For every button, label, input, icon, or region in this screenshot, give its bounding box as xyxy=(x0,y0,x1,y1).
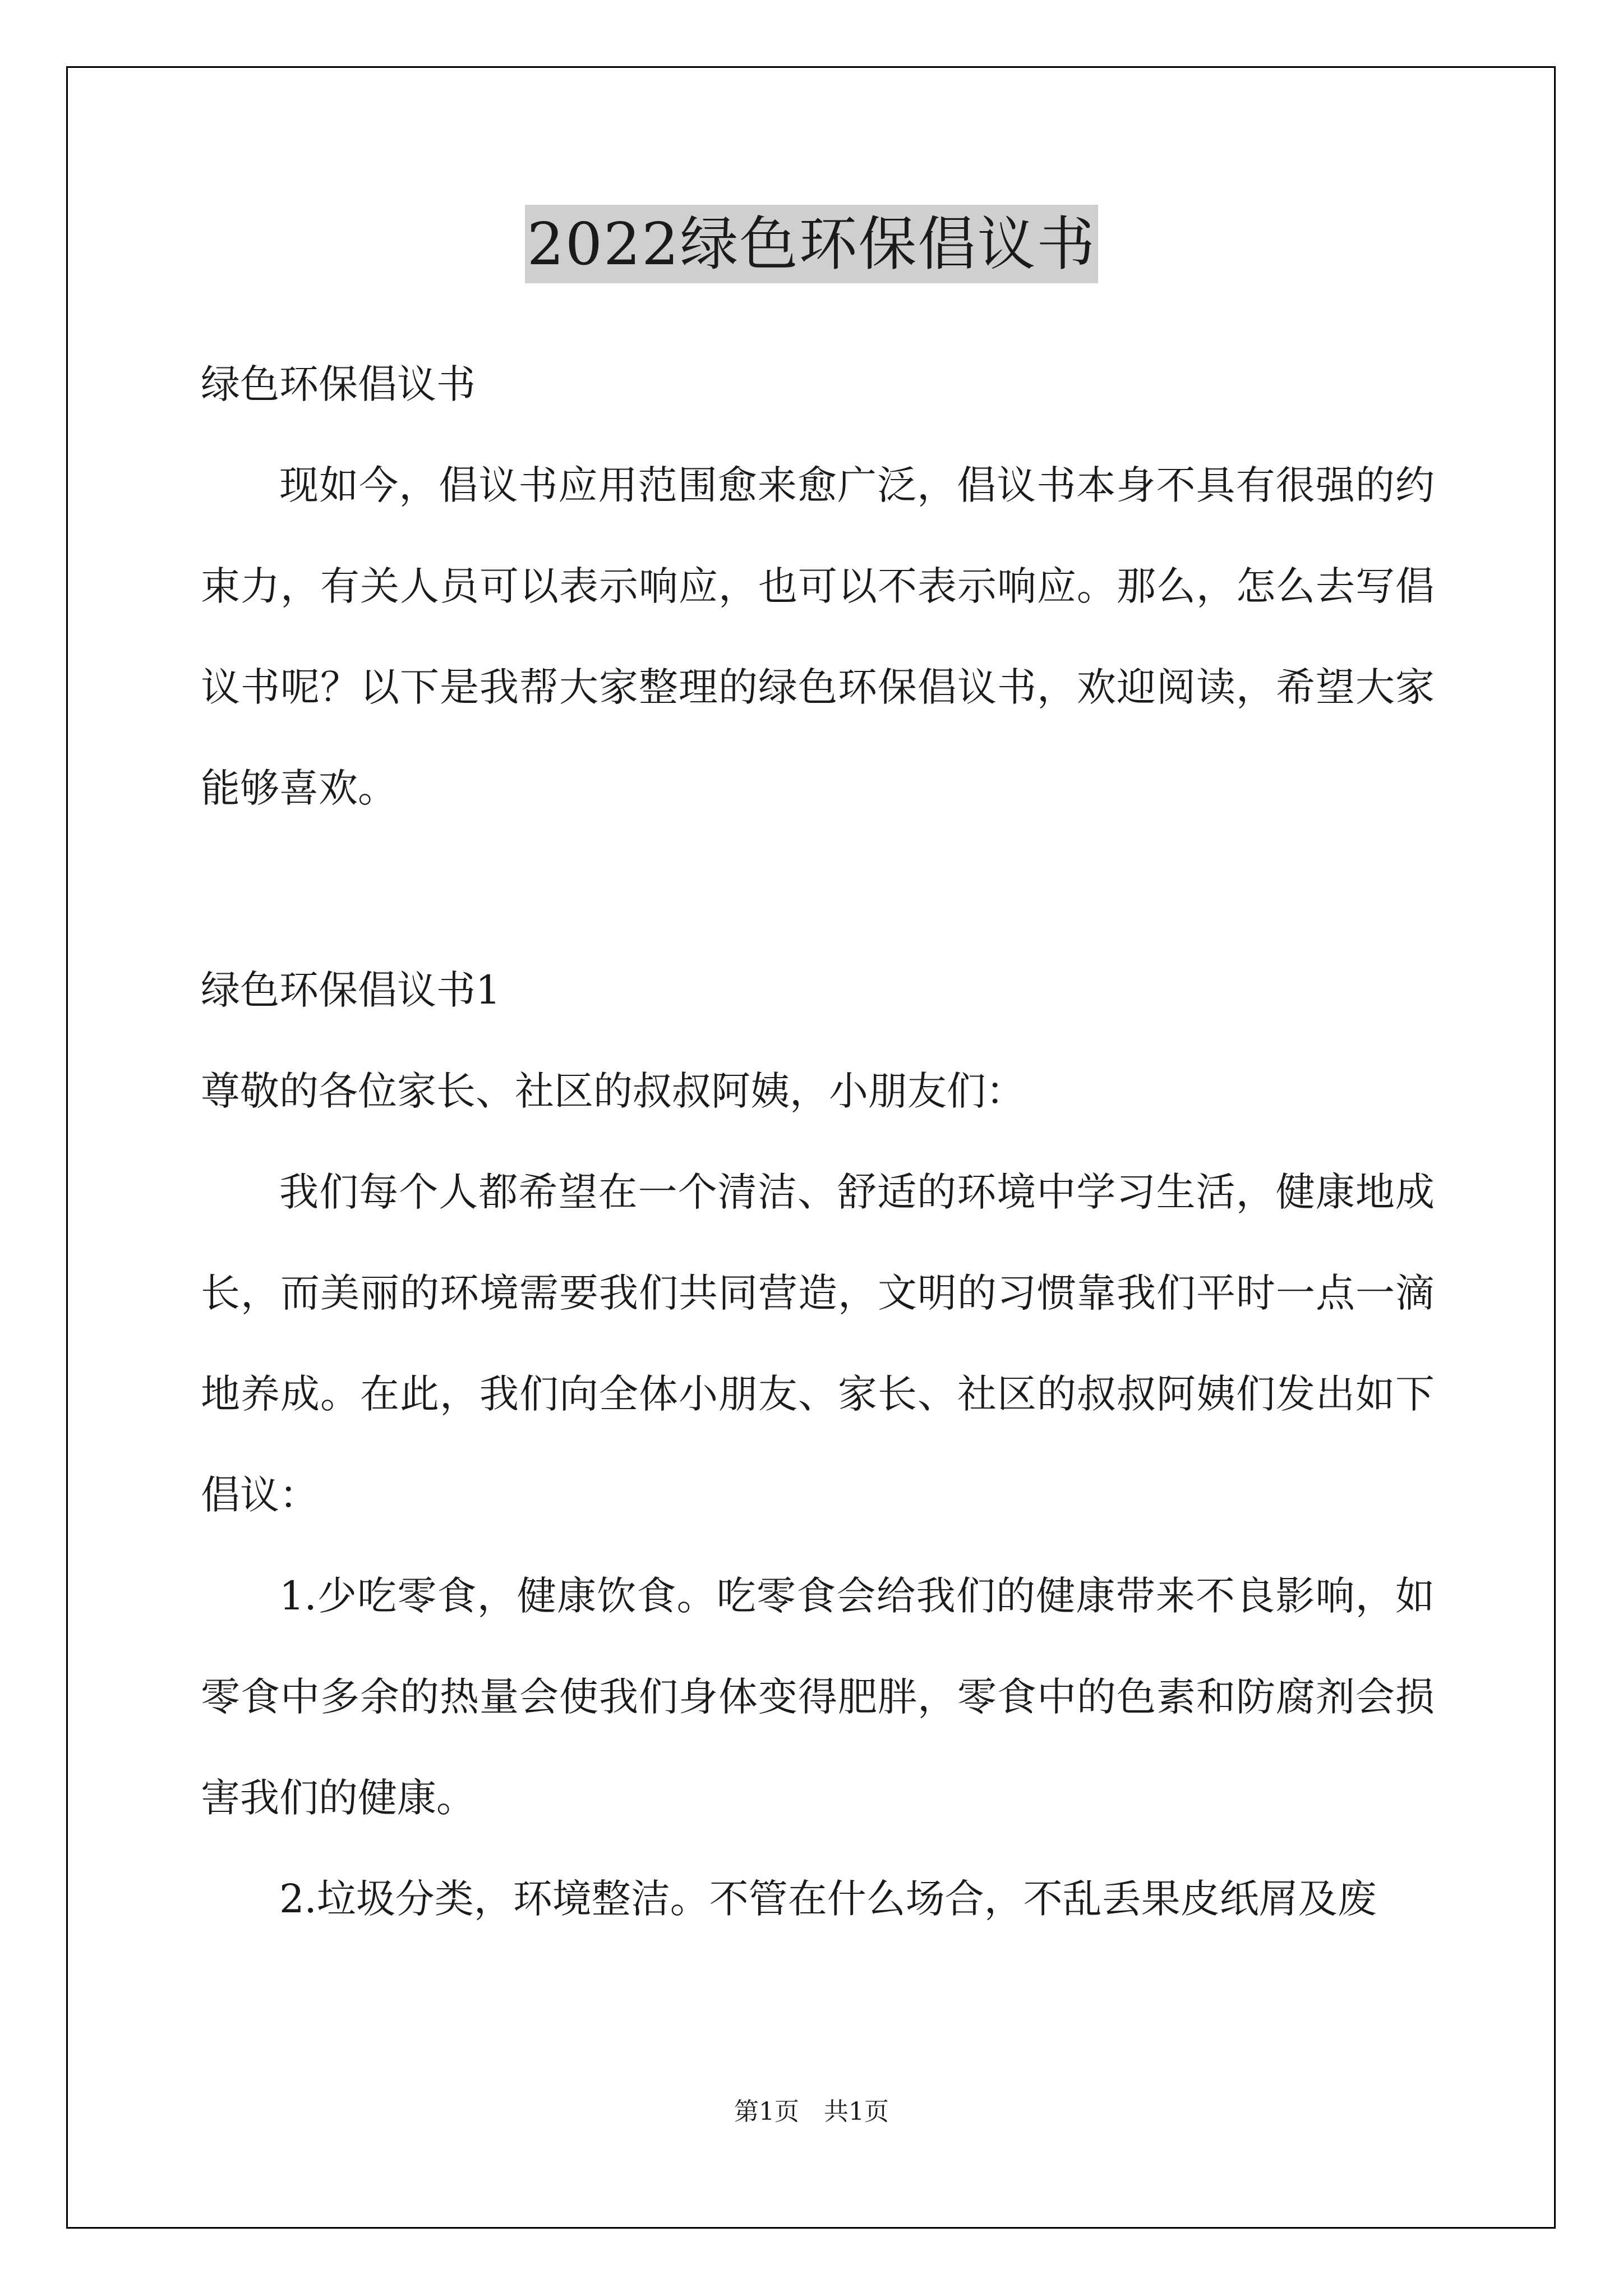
spacer xyxy=(201,839,1435,940)
body-paragraph-1: 我们每个人都希望在一个清洁、舒适的环境中学习生活，健康地成长，而美丽的环境需要我们共同营造，文明的习惯靠我们平时一点一滴地养成。在此，我们向全体小朋友、家长、社区的叔叔阿姨们发出如下倡议： xyxy=(201,1169,1435,1518)
heading-section-1: 绿色环保倡议书1 xyxy=(201,967,501,1013)
intro-paragraph: 现如今，倡议书应用范围愈来愈广泛，倡议书本身不具有很强的约束力，有关人员可以表示响应，也可以不表示响应。那么，怎么去写倡议书呢？以下是我帮大家整理的绿色环保倡议书，欢迎阅读，希望大家能够喜欢。 xyxy=(201,462,1435,811)
document-body xyxy=(201,334,1435,1949)
heading-main: 绿色环保倡议书 xyxy=(201,361,476,407)
page-footer: 第1页 共1页 xyxy=(734,2097,889,2126)
document-title: 2022绿色环保倡议书 xyxy=(525,205,1099,283)
title-container xyxy=(0,205,1623,283)
salutation: 尊敬的各位家长、社区的叔叔阿姨，小朋友们： xyxy=(201,1068,1025,1114)
list-item-1: 1.少吃零食，健康饮食。吃零食会给我们的健康带来不良影响，如零食中多余的热量会使我们身体变得肥胖，零食中的色素和防腐剂会损害我们的健康。 xyxy=(201,1573,1435,1821)
list-item-2: 2.垃圾分类，环境整洁。不管在什么场合，不乱丢果皮纸屑及废 xyxy=(279,1876,1377,1922)
